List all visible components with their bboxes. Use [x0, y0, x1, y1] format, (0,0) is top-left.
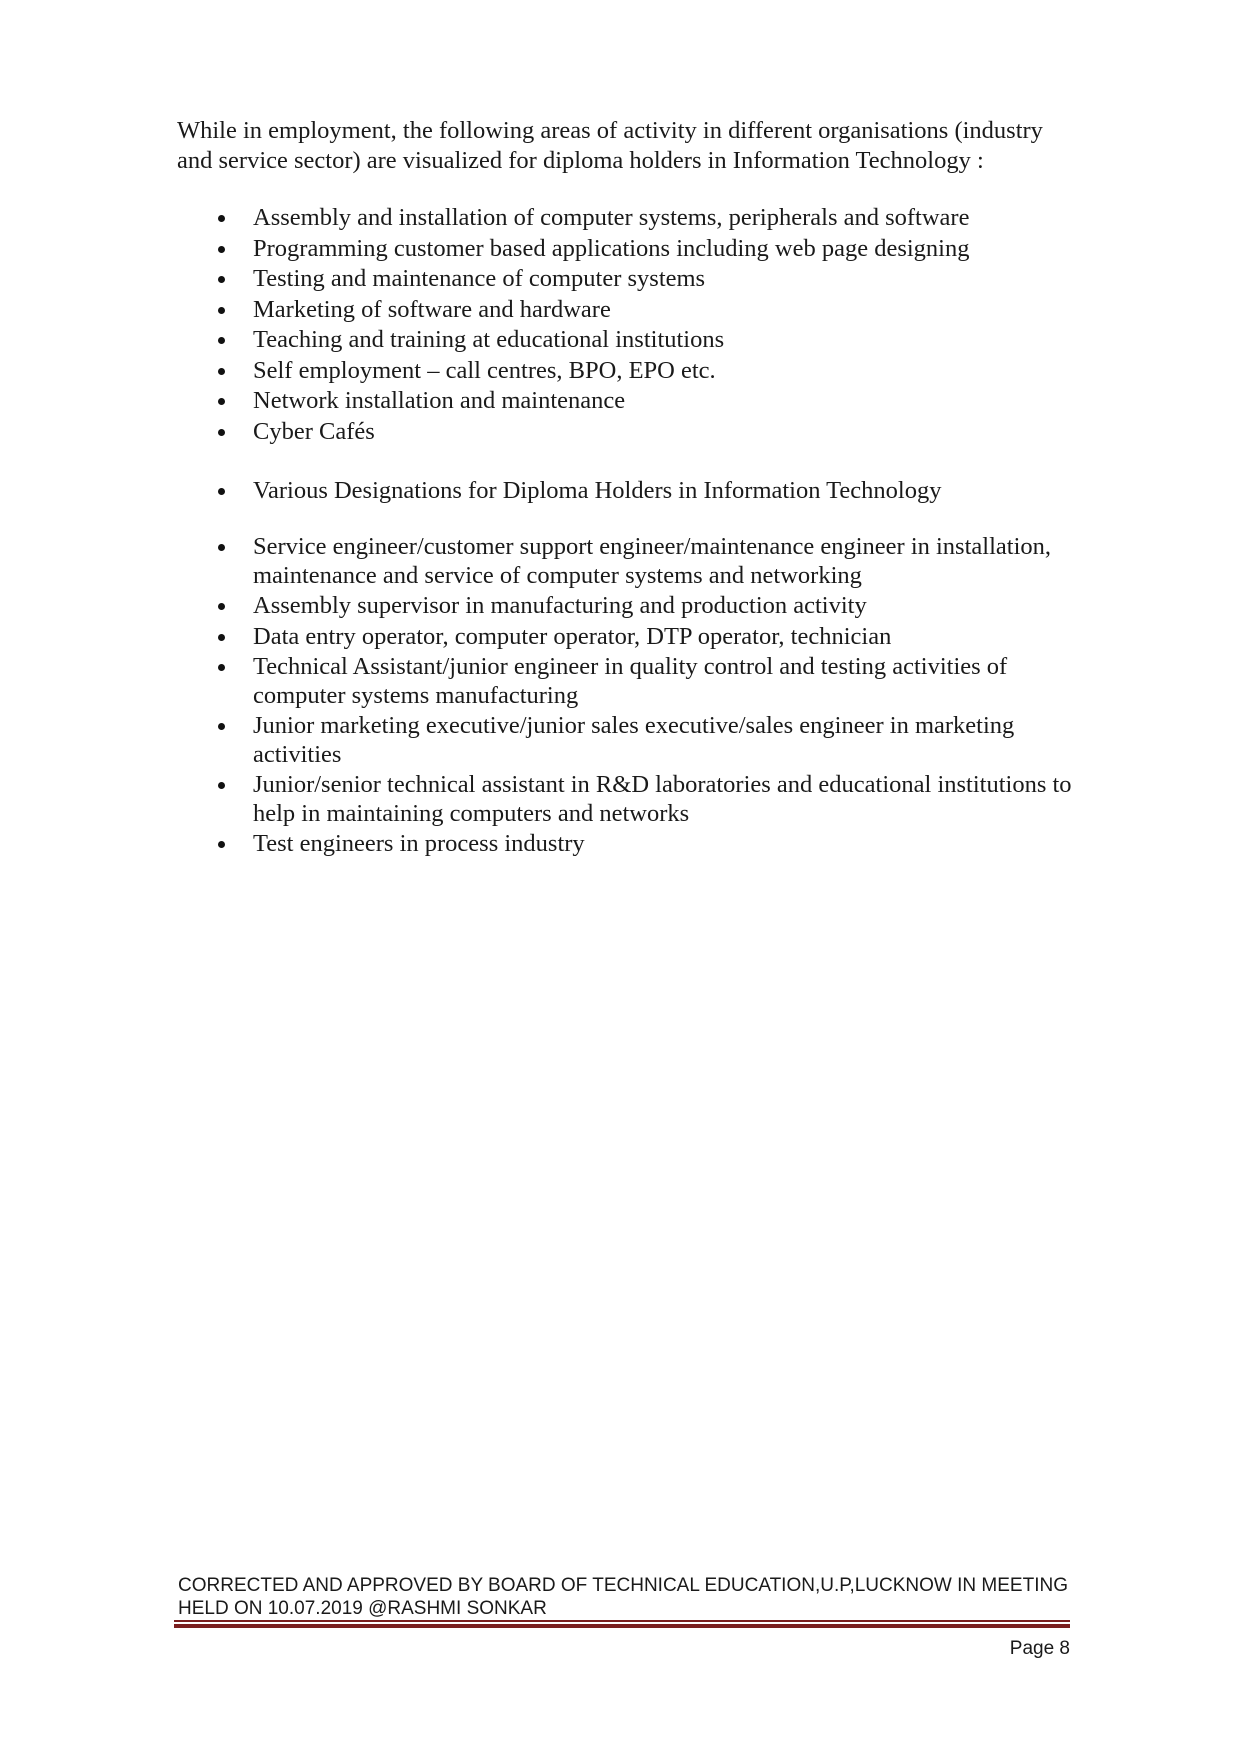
bullet-icon [218, 307, 225, 314]
list-item [0, 387, 1083, 416]
list-item-text: Service engineer/customer support engineer/maintenance engineer in installation, maintenance and service of computer systems and networking [253, 533, 1051, 589]
list-item-text: Junior/senior technical assistant in R&D laboratories and educational institutions to help in maintaining computers and networks [253, 771, 1072, 827]
list-item [0, 623, 1083, 652]
section-heading-item [0, 477, 1083, 506]
list-item [0, 296, 1083, 325]
list-item-text: Assembly supervisor in manufacturing and production activity [253, 592, 867, 619]
bullet-icon [218, 782, 225, 789]
list-item-text: Self employment – call centres, BPO, EPO etc. [253, 356, 716, 384]
bullet-icon [218, 488, 225, 495]
list-item-text: Junior marketing executive/junior sales executive/sales engineer in marketing activities [253, 712, 1015, 768]
list-item-text: Assembly and installation of computer systems, peripherals and software [253, 204, 970, 231]
list-item [0, 418, 1083, 447]
footer-divider-thick [174, 1624, 1070, 1628]
bullet-icon [218, 368, 225, 375]
bullet-icon [218, 841, 225, 848]
designations-heading-list [0, 477, 1240, 508]
page-number: Page 8 [1009, 1638, 1070, 1659]
bullet-icon [218, 723, 225, 730]
bullet-icon [218, 429, 225, 436]
list-item [0, 830, 1083, 859]
list-item-text: Programming customer based applications including web page designing [253, 234, 970, 262]
activity-areas-list [0, 204, 1240, 448]
bullet-icon [218, 246, 225, 253]
list-item-text: Testing and maintenance of computer systems [253, 265, 706, 292]
bullet-icon [218, 603, 225, 610]
list-item [0, 771, 1083, 828]
designations-list [0, 533, 1240, 861]
list-item [0, 653, 1083, 710]
bullet-icon [218, 215, 225, 222]
intro-paragraph: While in employment, the following areas of activity in different organisations (industry and service sector) are visualized for diploma holders in Information Technology : [177, 117, 1043, 174]
list-item [0, 357, 1083, 386]
list-item-text: Test engineers in process industry [253, 830, 585, 857]
list-item [0, 235, 1083, 264]
list-item [0, 326, 1083, 355]
list-item-text: Marketing of software and hardware [253, 295, 611, 323]
bullet-icon [218, 276, 225, 283]
list-item [0, 592, 1083, 621]
list-item [0, 204, 1083, 233]
list-item [0, 712, 1083, 769]
footer-divider-thin [174, 1620, 1070, 1622]
list-item-text: Network installation and maintenance [253, 387, 626, 414]
bullet-icon [218, 664, 225, 671]
list-item-text: Teaching and training at educational institutions [253, 326, 725, 353]
footer-approval-note: CORRECTED AND APPROVED BY BOARD OF TECHNICAL EDUCATION,U.P,LUCKNOW IN MEETING HELD ON 10.07.2019 @RASHMI SONKAR [178, 1575, 1068, 1619]
bullet-icon [218, 398, 225, 405]
list-item-text: Cyber Cafés [253, 417, 375, 445]
bullet-icon [218, 634, 225, 641]
list-item [0, 533, 1083, 590]
section-heading: Various Designations for Diploma Holders in Information Technology [253, 477, 942, 504]
list-item-text: Technical Assistant/junior engineer in quality control and testing activities of computer systems manufacturing [253, 653, 1008, 709]
list-item-text: Data entry operator, computer operator, DTP operator, technician [253, 622, 892, 650]
bullet-icon [218, 544, 225, 551]
bullet-icon [218, 337, 225, 344]
list-item [0, 265, 1083, 294]
